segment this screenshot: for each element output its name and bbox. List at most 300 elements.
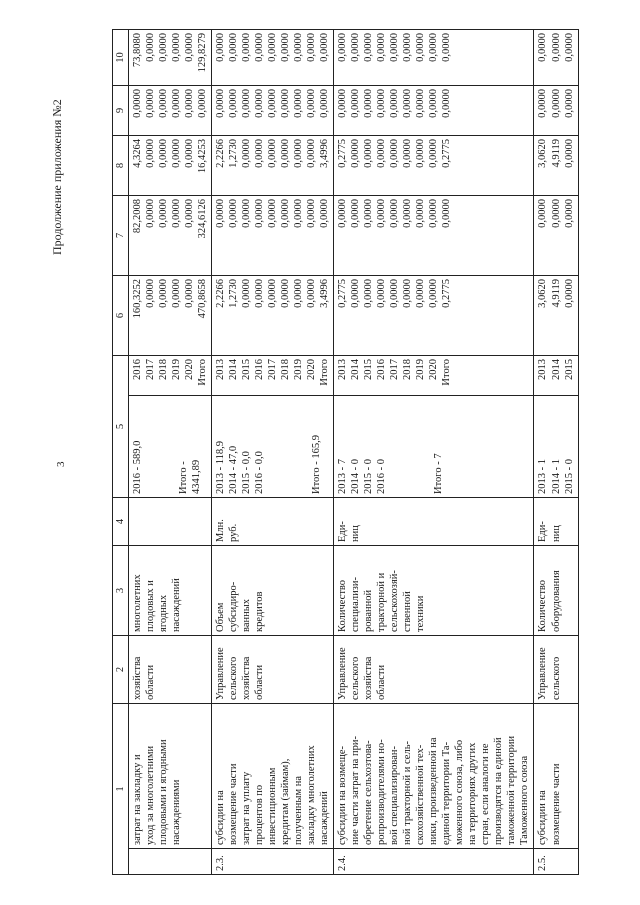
executor-line: хозяйства <box>132 656 144 700</box>
amount-value: 0,0000 <box>428 33 440 62</box>
amount-value: 2,2266 <box>215 139 227 168</box>
amount-value: 0,0000 <box>319 33 331 62</box>
indicator-line: субсидиро- <box>228 581 240 632</box>
amount-value: 0,0000 <box>402 89 414 118</box>
header-cell: 2 <box>113 636 129 704</box>
amount-value: 0,0000 <box>254 33 266 62</box>
measure-name-line: субсидии на <box>537 790 549 845</box>
indicator-line: рованной <box>363 589 375 632</box>
amount-value: 0,0000 <box>337 89 349 118</box>
amount-value: 0,0000 <box>158 139 170 168</box>
executor-cell <box>129 636 212 704</box>
amount-value: 0,0000 <box>563 89 575 118</box>
target-values-cell <box>129 396 212 498</box>
amount-value: 0,0000 <box>350 279 362 308</box>
measure-name-line: ники, произведенной на <box>428 737 440 845</box>
amount-value: 0,0000 <box>267 139 279 168</box>
year-label: 2018 <box>402 359 414 380</box>
measure-name-line: субсидии на возмеще- <box>337 745 349 845</box>
amount-value: 0,0000 <box>254 139 266 168</box>
measure-name-line: затрат на закладку и <box>132 754 144 845</box>
amount-value: 0,2775 <box>441 139 453 168</box>
amount-value: 0,2775 <box>337 139 349 168</box>
amount-cell <box>334 30 534 86</box>
year-cell <box>212 356 334 396</box>
amount-cell <box>534 136 578 196</box>
amount-cell <box>212 276 334 356</box>
unit-line: руб. <box>228 523 240 542</box>
amount-cell <box>129 196 212 276</box>
amount-value: 0,0000 <box>241 89 253 118</box>
year-label: Итого <box>319 359 331 386</box>
amount-cell <box>129 86 212 136</box>
amount-value: 0,0000 <box>267 279 279 308</box>
header-cell: 9 <box>113 86 129 136</box>
measure-name-line: моженного союза, либо <box>454 739 466 845</box>
amount-value: 160,3252 <box>132 279 144 319</box>
amount-value: 73,8080 <box>132 33 144 68</box>
amount-value: 0,0000 <box>350 89 362 118</box>
measure-name-line: кредитам (займам), <box>280 758 292 845</box>
year-label: 2018 <box>280 359 292 380</box>
measure-name-cell <box>129 704 212 849</box>
amount-value: 3,0620 <box>537 139 549 168</box>
amount-value: 0,0000 <box>280 139 292 168</box>
amount-value: 0,0000 <box>145 199 157 228</box>
year-label: Итого <box>441 359 453 386</box>
unit-line: Млн. <box>215 519 227 542</box>
amount-value: 82,2008 <box>132 199 144 234</box>
header-row <box>113 30 129 875</box>
amount-cell <box>534 30 578 86</box>
header-cell: 7 <box>113 196 129 276</box>
amount-value: 0,0000 <box>389 199 401 228</box>
amount-value: 0,0000 <box>171 279 183 308</box>
year-cell <box>534 356 578 396</box>
amount-value: 4,3264 <box>132 139 144 168</box>
executor-line: области <box>145 664 157 700</box>
amount-value: 0,0000 <box>158 199 170 228</box>
amount-value: 470,8658 <box>197 279 209 319</box>
measure-name-cell <box>212 704 334 849</box>
amount-value: 0,0000 <box>228 89 240 118</box>
target-value-line: 2016 - 0 <box>376 459 388 494</box>
amount-value: 0,0000 <box>241 199 253 228</box>
year-label: 2018 <box>158 359 170 380</box>
spacer <box>266 399 277 494</box>
measure-name-line: уход за многолетними <box>145 745 157 845</box>
amount-value: 1,2730 <box>228 139 240 168</box>
amount-value: 0,0000 <box>402 279 414 308</box>
item-number: 2.4. <box>334 849 534 875</box>
amount-cell <box>129 30 212 86</box>
table-row <box>534 30 578 875</box>
measure-name-line: субсидии на <box>215 790 227 845</box>
amount-value: 0,0000 <box>215 89 227 118</box>
amount-value: 324,6126 <box>197 199 209 239</box>
target-value-line: 2014 - 1 <box>550 459 562 494</box>
year-label: 2014 <box>550 359 562 380</box>
target-value-line: 2013 - 7 <box>337 459 349 494</box>
amount-value: 0,0000 <box>350 33 362 62</box>
indicator-line: плодовых и <box>145 580 157 632</box>
amount-value: 0,0000 <box>280 279 292 308</box>
item-number: 2.5. <box>534 849 578 875</box>
measure-name-line: таможенной территории <box>506 735 518 845</box>
amount-value: 0,0000 <box>319 89 331 118</box>
target-value-line: 2015 - 0,0 <box>241 451 253 494</box>
amount-value: 0,0000 <box>158 33 170 62</box>
amount-value: 0,0000 <box>184 279 196 308</box>
amount-cell <box>212 136 334 196</box>
target-total-line: Итого - 7 <box>433 453 445 494</box>
amount-value: 0,0000 <box>389 33 401 62</box>
measure-name-line: единой территории Та- <box>441 741 453 845</box>
indicator-line: тракторной и <box>376 572 388 632</box>
amount-cell <box>534 196 578 276</box>
target-total-line: 4341,89 <box>191 459 203 494</box>
amount-value: 4,9119 <box>550 139 562 168</box>
measure-name-cell <box>334 704 534 849</box>
amount-value: 0,0000 <box>563 199 575 228</box>
target-value-line: 2015 - 0 <box>563 459 575 494</box>
amount-value: 0,0000 <box>376 279 388 308</box>
unit-cell <box>212 498 334 546</box>
header-cell: 6 <box>113 276 129 356</box>
amount-value: 0,0000 <box>171 199 183 228</box>
measure-name-line: возмещение части <box>228 763 240 845</box>
executor-line: сельского <box>550 656 562 700</box>
header-cell: 3 <box>113 546 129 636</box>
executor-line: Управление <box>337 647 349 700</box>
table-row <box>212 30 334 875</box>
target-total-line: Итого - <box>178 461 190 494</box>
amount-cell <box>212 196 334 276</box>
indicator-line: многолетних <box>132 574 144 632</box>
target-value-line: 2013 - 118,9 <box>215 441 227 494</box>
measure-name-line: ние части затрат на при- <box>350 736 362 845</box>
amount-value: 0,2775 <box>441 279 453 308</box>
executor-line: Управление <box>215 647 227 700</box>
spacer <box>144 399 155 494</box>
amount-value: 0,0000 <box>158 279 170 308</box>
amount-value: 0,0000 <box>402 139 414 168</box>
amount-value: 0,0000 <box>389 279 401 308</box>
amount-value: 0,0000 <box>550 33 562 62</box>
amount-value: 0,0000 <box>228 199 240 228</box>
header-cell: 10 <box>113 30 129 86</box>
amount-value: 0,0000 <box>537 199 549 228</box>
measure-name-line: стран, если аналоги не <box>480 743 492 845</box>
amount-cell <box>334 86 534 136</box>
indicator-line: ственной <box>402 591 414 632</box>
amount-value: 0,0000 <box>402 33 414 62</box>
target-value-line: 2015 - 0 <box>363 459 375 494</box>
amount-cell <box>129 136 212 196</box>
amount-value: 0,0000 <box>563 279 575 308</box>
target-values-cell <box>212 396 334 498</box>
amount-value: 0,0000 <box>228 33 240 62</box>
amount-value: 0,0000 <box>293 33 305 62</box>
header-cell: 5 <box>113 356 129 498</box>
year-label: 2014 <box>228 359 240 380</box>
year-label: 2019 <box>415 359 427 380</box>
year-label: 2020 <box>306 359 318 380</box>
amount-value: 0,0000 <box>363 89 375 118</box>
spacer <box>299 399 310 494</box>
executor-line: Управление <box>537 647 549 700</box>
executor-line: хозяйства <box>241 656 253 700</box>
indicator-line: насаждений <box>171 578 183 632</box>
year-label: 2013 <box>215 359 227 380</box>
amount-value: 2,2266 <box>215 279 227 308</box>
amount-value: 0,0000 <box>376 33 388 62</box>
amount-value: 0,0000 <box>293 89 305 118</box>
data-table <box>112 29 579 875</box>
executor-cell <box>534 636 578 704</box>
year-label: 2015 <box>241 359 253 380</box>
year-label: 2020 <box>428 359 440 380</box>
measure-name-line: Таможенного союза <box>519 755 531 845</box>
year-label: 2015 <box>363 359 375 380</box>
amount-value: 0,0000 <box>280 199 292 228</box>
amount-cell <box>534 276 578 356</box>
measure-name-line: вой специализирован- <box>389 745 401 845</box>
amount-value: 0,0000 <box>415 139 427 168</box>
amount-value: 0,0000 <box>145 139 157 168</box>
amount-cell <box>334 196 534 276</box>
amount-value: 0,0000 <box>215 33 227 62</box>
spacer <box>421 399 432 494</box>
executor-line: области <box>254 664 266 700</box>
target-value-line: 2014 - 0 <box>350 459 362 494</box>
header-cell: 4 <box>113 498 129 546</box>
year-label: 2019 <box>171 359 183 380</box>
amount-value: 0,0000 <box>241 139 253 168</box>
year-label: 2017 <box>145 359 157 380</box>
amount-value: 0,0000 <box>389 89 401 118</box>
measure-name-line: обретение сельхозтова- <box>363 740 375 845</box>
item-number <box>129 849 212 875</box>
spacer <box>155 399 166 494</box>
amount-value: 0,0000 <box>537 89 549 118</box>
measure-name-line: скохозяйственной тех- <box>415 744 427 845</box>
amount-value: 0,0000 <box>415 199 427 228</box>
amount-value: 0,0000 <box>215 199 227 228</box>
amount-value: 0,0000 <box>319 199 331 228</box>
amount-value: 0,0000 <box>241 279 253 308</box>
amount-value: 0,0000 <box>171 139 183 168</box>
indicator-line: Количество <box>337 579 349 632</box>
header-cell: 8 <box>113 136 129 196</box>
indicator-cell <box>534 546 578 636</box>
amount-value: 0,0000 <box>306 33 318 62</box>
executor-cell <box>334 636 534 704</box>
amount-cell <box>129 276 212 356</box>
year-label: 2020 <box>184 359 196 380</box>
spacer <box>410 399 421 494</box>
target-total-line: Итого - 165,9 <box>311 435 323 494</box>
indicator-line: Объем <box>215 602 227 632</box>
amount-value: 0,0000 <box>158 89 170 118</box>
year-label: 2013 <box>337 359 349 380</box>
amount-value: 0,0000 <box>293 199 305 228</box>
unit-cell <box>129 498 212 546</box>
year-label: 2016 <box>376 359 388 380</box>
amount-value: 0,0000 <box>145 33 157 62</box>
amount-value: 0,0000 <box>280 33 292 62</box>
amount-value: 0,0000 <box>415 89 427 118</box>
amount-value: 16,4253 <box>197 139 209 174</box>
amount-value: 0,0000 <box>267 33 279 62</box>
amount-value: 0,0000 <box>363 279 375 308</box>
amount-value: 0,0000 <box>415 33 427 62</box>
spacer <box>399 399 410 494</box>
amount-value: 3,4996 <box>319 279 331 308</box>
unit-cell <box>534 498 578 546</box>
amount-value: 0,0000 <box>337 199 349 228</box>
amount-value: 0,0000 <box>337 33 349 62</box>
amount-value: 0,0000 <box>441 33 453 62</box>
executor-line: сельского <box>228 656 240 700</box>
amount-value: 0,0000 <box>267 89 279 118</box>
unit-cell <box>334 498 534 546</box>
amount-value: 0,0000 <box>132 89 144 118</box>
amount-value: 0,0000 <box>363 199 375 228</box>
amount-value: 0,0000 <box>145 89 157 118</box>
measure-name-line: процентов по <box>254 784 266 845</box>
amount-value: 0,0000 <box>306 279 318 308</box>
amount-value: 0,0000 <box>563 33 575 62</box>
amount-value: 0,0000 <box>350 199 362 228</box>
indicator-line: сельскохозяй- <box>389 570 401 632</box>
measure-name-line: на территориях других <box>467 742 479 845</box>
amount-value: 0,0000 <box>428 199 440 228</box>
spacer <box>288 399 299 494</box>
measure-name-line: плодовыми и ягодными <box>158 739 170 845</box>
amount-value: 0,0000 <box>184 139 196 168</box>
year-label: Итого <box>197 359 209 386</box>
spacer <box>388 399 399 494</box>
indicator-line: оборудования <box>550 570 562 632</box>
amount-value: 0,0000 <box>254 279 266 308</box>
unit-line: ниц <box>350 525 362 542</box>
amount-value: 0,0000 <box>171 89 183 118</box>
year-label: 2016 <box>254 359 266 380</box>
indicator-line: техники <box>415 595 427 632</box>
executor-line: области <box>376 664 388 700</box>
amount-value: 0,0000 <box>306 139 318 168</box>
target-value-line: 2014 - 47,0 <box>228 445 240 494</box>
measure-name-line: закладку многолетних <box>306 745 318 845</box>
amount-value: 0,0000 <box>254 89 266 118</box>
year-label: 2015 <box>563 359 575 380</box>
executor-cell <box>212 636 334 704</box>
amount-value: 0,0000 <box>145 279 157 308</box>
spacer <box>166 399 177 494</box>
amount-value: 0,0000 <box>441 89 453 118</box>
amount-cell <box>212 86 334 136</box>
measure-name-line: ной тракторной и сель- <box>402 741 414 845</box>
amount-value: 0,0000 <box>197 89 209 118</box>
indicator-line: ягодных <box>158 594 170 632</box>
year-label: 2016 <box>132 359 144 380</box>
table-body <box>113 30 579 875</box>
measure-name-cell <box>534 704 578 849</box>
page-number: 3 <box>55 461 67 467</box>
unit-line: ниц <box>550 525 562 542</box>
amount-value: 0,0000 <box>376 89 388 118</box>
amount-value: 0,0000 <box>537 33 549 62</box>
amount-value: 0,0000 <box>428 89 440 118</box>
amount-value: 0,0000 <box>376 199 388 228</box>
measure-name-line: производятся на единой <box>493 737 505 845</box>
indicator-cell <box>334 546 534 636</box>
target-values-cell <box>534 396 578 498</box>
amount-value: 0,0000 <box>550 199 562 228</box>
indicator-line: ванных <box>241 598 253 632</box>
indicator-line: специализи- <box>350 576 362 632</box>
amount-value: 0,0000 <box>428 279 440 308</box>
amount-cell <box>334 136 534 196</box>
year-label: 2013 <box>537 359 549 380</box>
amount-value: 0,0000 <box>428 139 440 168</box>
amount-value: 0,0000 <box>171 33 183 62</box>
year-label: 2019 <box>293 359 305 380</box>
amount-value: 0,0000 <box>306 199 318 228</box>
amount-value: 0,0000 <box>376 139 388 168</box>
year-label: 2017 <box>389 359 401 380</box>
amount-cell <box>334 276 534 356</box>
indicator-line: Количество <box>537 579 549 632</box>
table-row <box>334 30 534 875</box>
amount-value: 0,0000 <box>350 139 362 168</box>
measure-name-line: затрат на уплату <box>241 771 253 845</box>
amount-value: 0,0000 <box>267 199 279 228</box>
executor-line: сельского <box>350 656 362 700</box>
amount-value: 0,0000 <box>184 89 196 118</box>
amount-value: 0,0000 <box>241 33 253 62</box>
amount-cell <box>212 30 334 86</box>
table-row <box>129 30 212 875</box>
amount-value: 4,9119 <box>550 279 562 308</box>
amount-value: 0,0000 <box>563 139 575 168</box>
year-cell <box>129 356 212 396</box>
measure-name-line: возмещение части <box>550 763 562 845</box>
year-label: 2017 <box>267 359 279 380</box>
unit-line: Еди- <box>537 521 549 542</box>
measure-name-line: полученным на <box>293 775 305 845</box>
spacer <box>277 399 288 494</box>
year-cell <box>334 356 534 396</box>
year-label: 2014 <box>350 359 362 380</box>
amount-value: 0,0000 <box>280 89 292 118</box>
measure-name-line: насаждениями <box>171 779 183 845</box>
target-value-line: 2016 - 589,0 <box>132 440 144 494</box>
amount-value: 0,0000 <box>306 89 318 118</box>
indicator-line: кредитов <box>254 591 266 632</box>
amount-value: 3,4996 <box>319 139 331 168</box>
amount-value: 0,2775 <box>337 279 349 308</box>
target-value-line: 2016 - 0,0 <box>254 451 266 494</box>
amount-value: 1,2730 <box>228 279 240 308</box>
indicator-cell <box>212 546 334 636</box>
amount-value: 0,0000 <box>402 199 414 228</box>
header-cell: 1 <box>113 704 129 875</box>
target-values-cell <box>334 396 534 498</box>
measure-name-line: инвестиционным <box>267 767 279 845</box>
amount-value: 0,0000 <box>550 89 562 118</box>
